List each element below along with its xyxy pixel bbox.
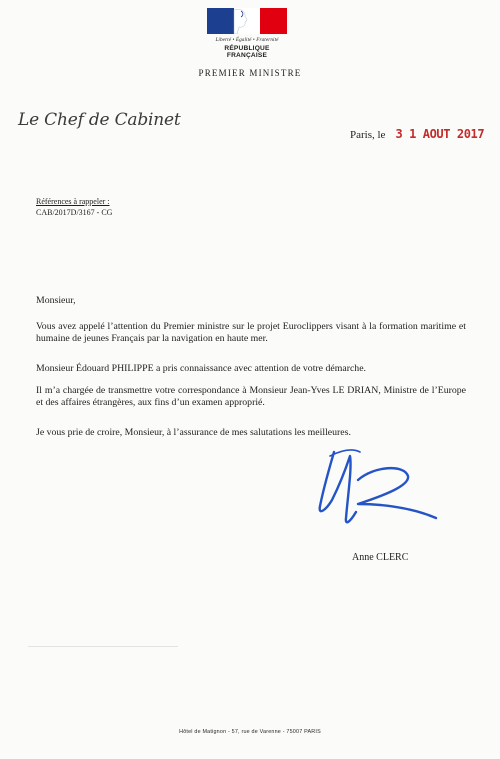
flag-white-band [234, 8, 261, 34]
letter-paragraph-3: Il m’a chargée de transmettre votre correspondance à Monsieur Jean-Yves LE DRIAN, Ministre de l’Europe et des affaires étrangères, aux fins d’un examen approprié. [36, 385, 466, 409]
republique-logo [207, 8, 287, 58]
signer-name: Anne CLERC [352, 552, 409, 563]
marianne-profile-icon [228, 8, 255, 34]
footer-address: Hôtel de Matignon - 57, rue de Varenne - 75007 PARIS [179, 729, 321, 735]
marianne-flag-icon [207, 8, 287, 34]
divider-line [28, 646, 178, 647]
date-stamp: 3 1 AOUT 2017 [395, 127, 485, 141]
letter-paragraph-1: Vous avez appelé l’attention du Premier ministre sur le projet Euroclippers visant à la formation maritime et humaine de jeunes Français par la navigation en haute mer. [36, 321, 466, 345]
republic-name: RÉPUBLIQUE FRANÇAISE [224, 45, 270, 59]
flag-red-band [260, 8, 287, 34]
letter-paragraph-2: Monsieur Édouard PHILIPPE a pris connaissance avec attention de votre démarche. [36, 363, 366, 374]
references-block [36, 196, 112, 218]
date-line [350, 127, 484, 141]
handwritten-signature [312, 446, 442, 538]
letter-salutation: Monsieur, [36, 295, 76, 306]
references-code: CAB/2017D/3167 - CG [36, 208, 113, 217]
letter-paragraph-4: Je vous prie de croire, Monsieur, à l’assurance de mes salutations les meilleures. [36, 427, 351, 438]
references-label: Références à rappeler : [36, 197, 110, 206]
republic-motto: Liberté • Égalité • Fraternité [215, 37, 279, 43]
date-place: Paris, le [350, 129, 386, 141]
ministry-title: PREMIER MINISTRE [198, 68, 302, 78]
chef-de-cabinet-heading: Le Chef de Cabinet [18, 110, 181, 130]
